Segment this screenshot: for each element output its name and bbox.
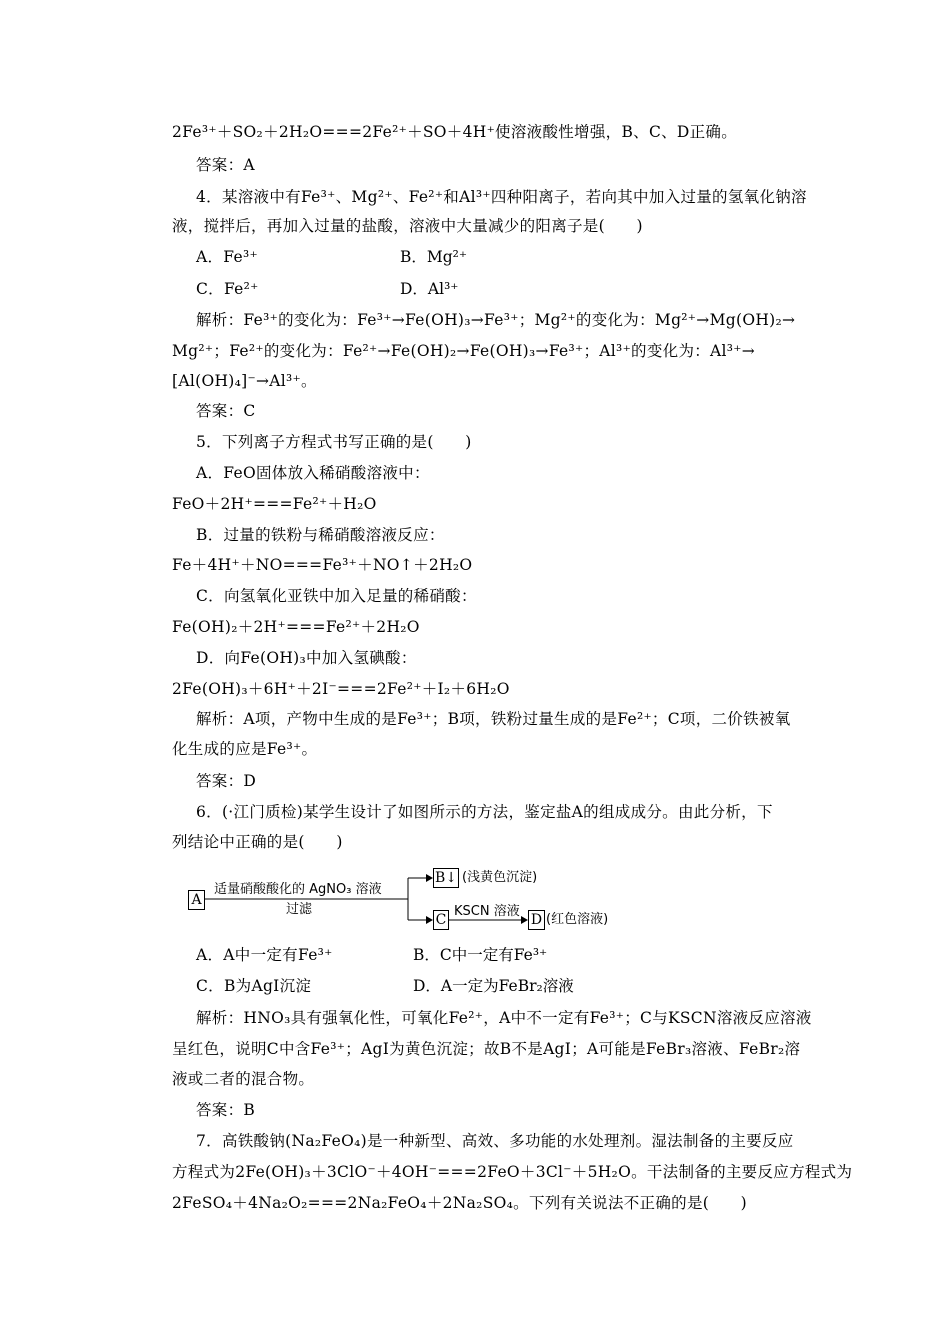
option-a: A．Fe³⁺ [196, 248, 258, 266]
solution-line: 解析：Fe³⁺的变化为：Fe³⁺→Fe(OH)₃→Fe³⁺；Mg²⁺的变化为：Mg²⁺→Mg(OH)₂→ [196, 311, 796, 329]
option-c: C．向氢氧化亚铁中加入足量的稀硝酸： [196, 587, 477, 605]
question-6-stem: 6．(·江门质检)某学生设计了如图所示的方法，鉴定盐A的组成成分。由此分析，下 [196, 803, 773, 821]
equation-line: Fe＋4H⁺＋NO===Fe³⁺＋NO↑＋2H₂O [172, 556, 473, 574]
question-4-stem-cont: 液，搅拌后，再加入过量的盐酸，溶液中大量减少的阳离子是( ) [172, 217, 643, 235]
option-d: D．Al³⁺ [400, 280, 459, 298]
solution-line: 解析：HNO₃具有强氧化性，可氧化Fe²⁺，A中不一定有Fe³⁺；C与KSCN溶液反应溶液 [196, 1009, 812, 1027]
box-c: C [433, 910, 449, 930]
flow-diagram [186, 862, 616, 942]
reagent-label: 适量硝酸酸化的 AgNO₃ 溶液 [214, 882, 382, 897]
solution-line: 解析：A项，产物中生成的是Fe³⁺；B项，铁粉过量生成的是Fe²⁺；C项，二价铁被氧 [196, 710, 791, 728]
filter-label: 过滤 [286, 902, 313, 917]
box-b: B↓ [434, 870, 458, 886]
box-a: A [188, 890, 205, 910]
option-b: B．过量的铁粉与稀硝酸溶液反应： [196, 526, 445, 544]
option-d: D．向Fe(OH)₃中加入氢碘酸： [196, 649, 417, 667]
answer-line: 答案：A [196, 156, 255, 174]
option-b: B．C中一定有Fe³⁺ [413, 946, 548, 964]
question-7-stem: 7．高铁酸钠(Na₂FeO₄)是一种新型、高效、多功能的水处理剂。湿法制备的主要反应 [196, 1132, 794, 1150]
solution-line: [Al(OH)₄]⁻→Al³⁺。 [172, 372, 317, 390]
option-a: A．FeO固体放入稀硝酸溶液中： [196, 464, 430, 482]
question-4-stem: 4．某溶液中有Fe³⁺、Mg²⁺、Fe²⁺和Al³⁺四种阳离子，若向其中加入过量的氢氧化钠溶 [196, 188, 807, 206]
answer-line: 答案：B [196, 1101, 256, 1119]
answer-line: 答案：C [196, 402, 256, 420]
answer-line: 答案：D [196, 772, 257, 790]
solution-line: Mg²⁺；Fe²⁺的变化为：Fe²⁺→Fe(OH)₂→Fe(OH)₃→Fe³⁺；Al³⁺的变化为：Al³⁺→ [172, 342, 756, 360]
text-line: 2Fe³⁺＋SO₂＋2H₂O===2Fe²⁺＋SO＋4H⁺使溶液酸性增强，B、C、D正确。 [172, 123, 738, 141]
equation-line: 2Fe(OH)₃＋6H⁺＋2I⁻===2Fe²⁺＋I₂＋6H₂O [172, 680, 510, 698]
option-b: B．Mg²⁺ [400, 248, 468, 266]
question-6-stem-cont: 列结论中正确的是( ) [172, 833, 343, 851]
option-c: C．B为AgI沉淀 [196, 977, 312, 995]
kscn-label: KSCN 溶液 [454, 904, 520, 919]
solution-line: 呈红色，说明C中含Fe³⁺；AgI为黄色沉淀；故B不是AgI；A可能是FeBr₃溶液、FeBr₂溶 [172, 1040, 801, 1058]
option-a: A．A中一定有Fe³⁺ [196, 946, 333, 964]
question-7-stem-cont: 方程式为2Fe(OH)₃＋3ClO⁻＋4OH⁻===2FeO＋3Cl⁻＋5H₂O。干法制备的主要反应方程式为 [172, 1163, 853, 1181]
box-d: D [528, 910, 545, 930]
option-c: C．Fe²⁺ [196, 280, 259, 298]
solution-line: 液或二者的混合物。 [172, 1070, 315, 1088]
diagram-arrows [186, 862, 616, 942]
label-d: (红色溶液) [546, 912, 609, 927]
equation-line: Fe(OH)₂＋2H⁺===Fe²⁺＋2H₂O [172, 618, 420, 636]
question-7-stem-cont: 2FeSO₄＋4Na₂O₂===2Na₂FeO₄＋2Na₂SO₄。下列有关说法不正确的是( ) [172, 1194, 748, 1212]
solution-line: 化生成的应是Fe³⁺。 [172, 740, 318, 758]
question-5-stem: 5．下列离子方程式书写正确的是( ) [196, 433, 472, 451]
label-b: (浅黄色沉淀) [462, 870, 538, 885]
equation-line: FeO＋2H⁺===Fe²⁺＋H₂O [172, 495, 377, 513]
option-d: D．A一定为FeBr₂溶液 [413, 977, 574, 995]
